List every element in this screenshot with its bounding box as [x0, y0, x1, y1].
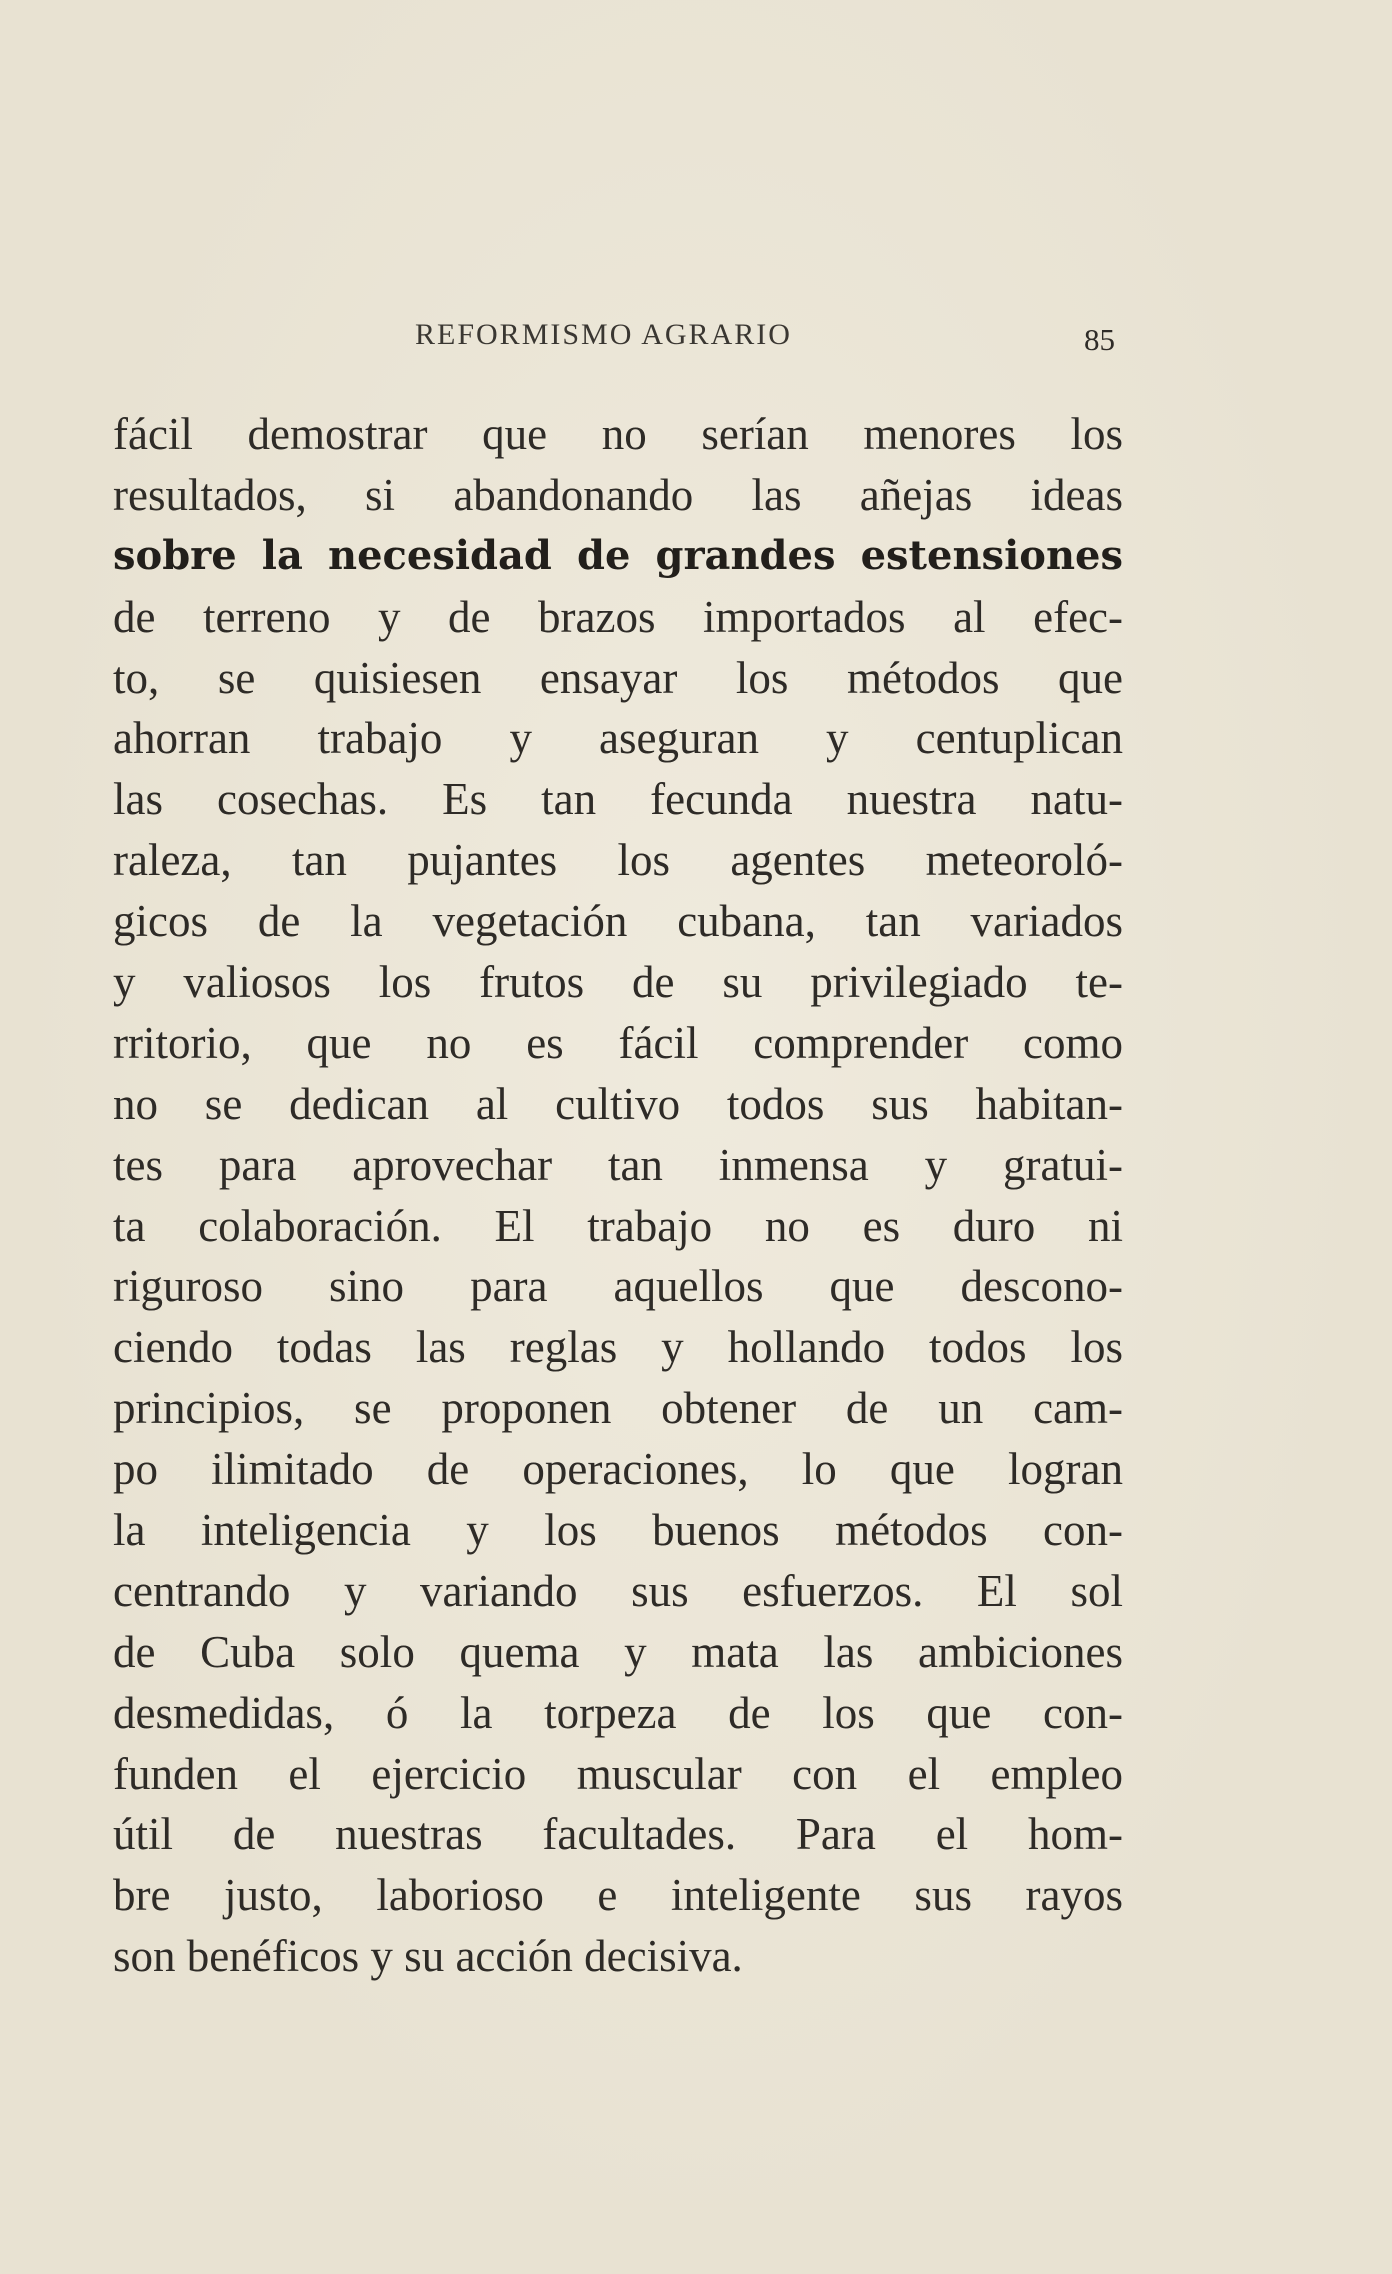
page-number: 85	[1084, 322, 1115, 357]
text-line: to, se quisiesen ensayar los métodos que	[113, 652, 1123, 703]
running-header	[0, 318, 1392, 358]
text-line: po ilimitado de operaciones, lo que logran	[113, 1444, 1123, 1495]
text-line: ahorran trabajo y aseguran y centuplican	[113, 713, 1123, 764]
text-line: ta colaboración. El trabajo no es duro ni	[113, 1200, 1123, 1251]
text-line: de terreno y de brazos importados al efec-	[113, 591, 1123, 642]
text-line: bre justo, laborioso e inteligente sus rayos	[113, 1870, 1123, 1921]
text-line: riguroso sino para aquellos que descono-	[113, 1261, 1123, 1312]
text-line-bold: sobre la necesidad de grandes estensiones	[113, 531, 1123, 579]
text-line: la inteligencia y los buenos métodos con-	[113, 1505, 1123, 1556]
body-text	[113, 404, 1123, 1987]
running-title: REFORMISMO AGRARIO	[415, 318, 792, 351]
text-line: centrando y variando sus esfuerzos. El sol	[113, 1565, 1123, 1616]
text-line: tes para aprovechar tan inmensa y gratui-	[113, 1139, 1123, 1190]
text-line: ciendo todas las reglas y hollando todos los	[113, 1322, 1123, 1373]
text-line: resultados, si abandonando las añejas ideas	[113, 469, 1123, 520]
text-line: no se dedican al cultivo todos sus habitan-	[113, 1078, 1123, 1129]
text-line: de Cuba solo quema y mata las ambiciones	[113, 1626, 1123, 1677]
text-line: desmedidas, ó la torpeza de los que con-	[113, 1687, 1123, 1738]
text-line: las cosechas. Es tan fecunda nuestra natu-	[113, 774, 1123, 825]
text-line: rritorio, que no es fácil comprender como	[113, 1017, 1123, 1068]
text-line: raleza, tan pujantes los agentes meteoroló-	[113, 835, 1123, 886]
text-line: útil de nuestras facultades. Para el hom-	[113, 1809, 1123, 1860]
text-line: fácil demostrar que no serían menores los	[113, 409, 1123, 459]
text-line: y valiosos los frutos de su privilegiado te-	[113, 957, 1123, 1008]
text-line: funden el ejercicio muscular con el empleo	[113, 1748, 1123, 1799]
text-line: gicos de la vegetación cubana, tan variados	[113, 896, 1123, 947]
text-line: principios, se proponen obtener de un cam-	[113, 1383, 1123, 1434]
text-line-last: son benéficos y su acción decisiva.	[113, 1931, 743, 1982]
